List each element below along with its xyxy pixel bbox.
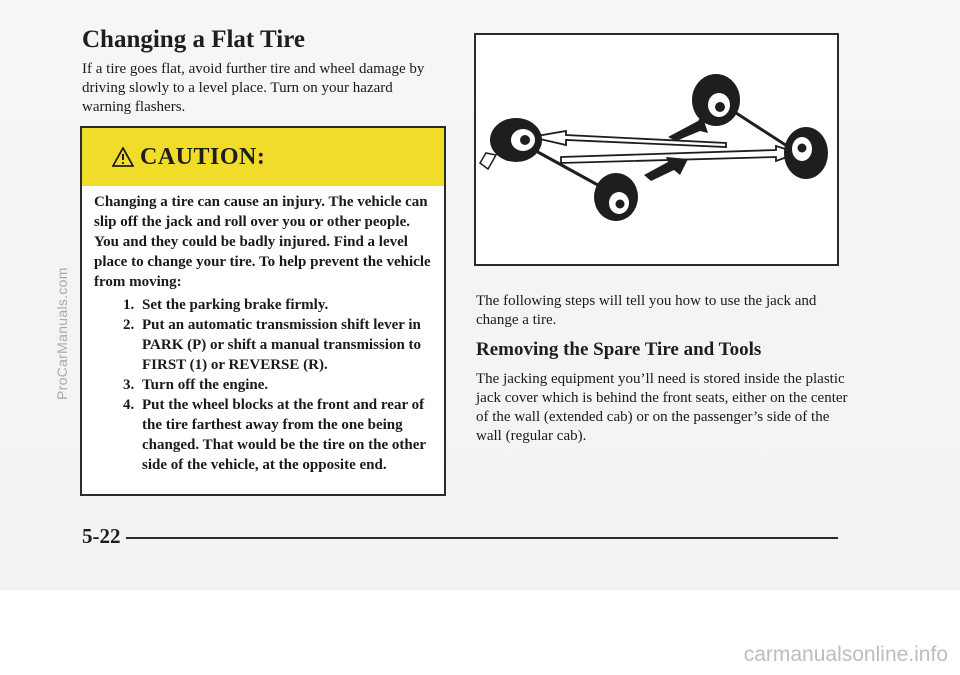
axle-lines [516,100,801,195]
caution-header [82,128,444,186]
caution-steps [94,295,434,475]
page-number: 5-22 [82,524,121,548]
section-title: Changing a Flat Tire [82,26,305,53]
caution-step: 4. Put the wheel blocks at the front and rear of the tire farthest away from the one being changed. That would be the tire on the other side of the vehicle, at the opposite end. [138,395,434,475]
subsection-title: Removing the Spare Tire and Tools [476,339,762,360]
tire-layout-illustration [476,35,837,264]
caution-step: 2. Put an automatic transmission shift lever in PARK (P) or shift a manual transmission to FIRST (1) or REVERSE (R). [138,315,434,375]
caution-step: 1. Set the parking brake firmly. [138,295,434,315]
intro-paragraph: If a tire goes flat, avoid further tire and wheel damage by driving slowly to a level place. Turn on your hazard warning flashers. [82,61,425,115]
caution-step: 3. Turn off the engine. [138,375,434,395]
warning-triangle-icon [112,147,134,167]
bottom-watermark: carmanualsonline.info [743,643,948,666]
tire-illustration-frame [474,33,839,266]
caution-text: Changing a tire can cause an injury. The vehicle can slip off the jack and roll over you or other people. You and they could be badly injured. Find a level place to change your tire. To help prevent the vehicle from moving: [94,194,431,290]
steps-intro: The following steps will tell you how to use the jack and change a tire. [476,293,817,328]
tire-icon [480,118,542,169]
caution-box [80,126,446,496]
jack-location-paragraph: The jacking equipment you’ll need is stored inside the plastic jack cover which is behind the front seats, either on the center of the wall (extended cab) or on the passenger’s side of the wall (regular cab). [476,371,848,444]
caution-body [94,192,434,475]
tire-icon [692,74,740,126]
tire-icon [784,127,828,179]
caution-title: CAUTION: [140,144,266,170]
footer-rule [126,537,838,539]
side-watermark: ProCarManuals.com [54,267,70,400]
tire-icon [594,173,638,221]
